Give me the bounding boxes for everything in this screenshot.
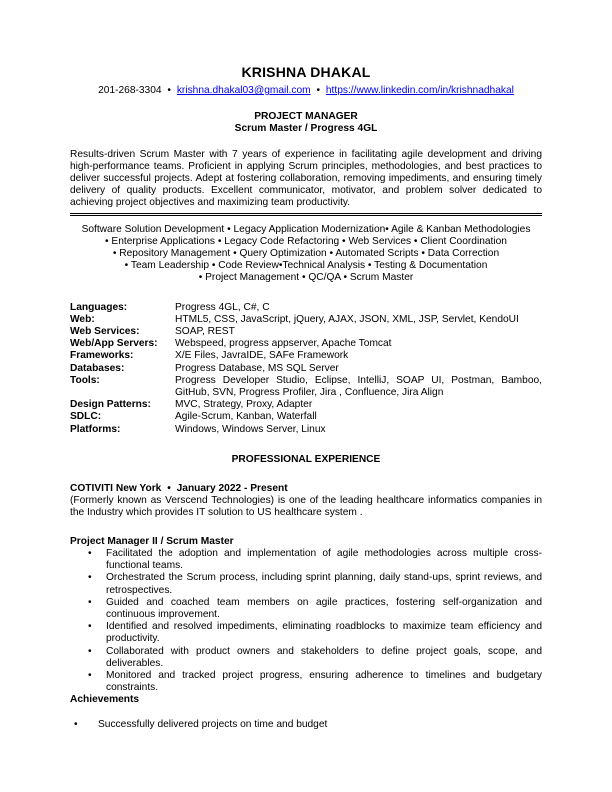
- tech-row: [70, 338, 542, 350]
- responsibility-item: [70, 621, 542, 645]
- bullet-icon: •: [88, 547, 92, 559]
- company-name: COTIVITI New York: [70, 483, 162, 495]
- bullet-icon: •: [88, 645, 92, 657]
- bullet-icon: •: [88, 669, 92, 681]
- company-description: (Formerly known as Verscend Technologies) is one of the leading healthcare informatics companies in the Industry which provides IT solution to US healthcare system .: [70, 495, 542, 519]
- job-role-title: Project Manager II / Scrum Master: [70, 535, 234, 547]
- bullet-separator-icon: •: [316, 85, 321, 96]
- contact-line: [70, 85, 542, 97]
- responsibility-item: [70, 597, 542, 621]
- summary-paragraph: Results-driven Scrum Master with 7 years of experience in facilitating agile development and driving high-performance teams. Proficient in applying Scrum principles, methodologies, and best practices to deliver successful projects. Adept at fostering collaboration, removing impediments, and ensuring timely delivery of quality products. Excellent communicator, motivator, and problem solver dedicated to achieving project objectives and maximizing team productivity.: [70, 149, 542, 216]
- tech-category-value: Progress Developer Studio, Eclipse, IntelliJ, SOAP UI, Postman, Bamboo, GitHub, SVN, Progress Profiler, Jira , Confluence, Jira Align: [175, 374, 542, 399]
- core-skills-section: [70, 224, 542, 285]
- phone-number: 201-268-3304: [98, 85, 162, 96]
- tech-category-value: Progress Database, MS SQL Server: [175, 362, 339, 374]
- achievement-text: Successfully delivered projects on time and budget: [98, 718, 328, 730]
- responsibility-item: [70, 670, 542, 694]
- company-line: [70, 483, 542, 495]
- skills-line: • Project Management • QC/QA • Scrum Master: [198, 272, 414, 284]
- responsibility-item: [70, 572, 542, 596]
- role-title: PROJECT MANAGER: [254, 111, 358, 123]
- email-link[interactable]: krishna.dhakal03@gmail.com: [176, 85, 311, 96]
- responsibility-text: Facilitated the adoption and implementation of agile methodologies across multiple cross-functional teams.: [106, 547, 542, 572]
- tech-category-value: MVC, Strategy, Proxy, Adapter: [175, 399, 313, 411]
- tech-row: [70, 399, 542, 411]
- achievements-heading: Achievements: [70, 694, 140, 706]
- tech-category-label: SDLC:: [70, 411, 102, 423]
- skills-line: • Enterprise Applications • Legacy Code Refactoring • Web Services • Client Coordination: [105, 235, 507, 247]
- tech-category-label: Web:: [70, 313, 95, 325]
- achievements-list: [70, 719, 542, 731]
- bullet-icon: •: [74, 718, 78, 730]
- responsibility-text: Identified and resolved impediments, eliminating roadblocks to maximize team efficiency and productivity.: [106, 621, 542, 645]
- tech-category-value: Windows, Windows Server, Linux: [175, 423, 326, 435]
- tech-category-label: Frameworks:: [70, 350, 134, 362]
- achievement-item: [70, 719, 542, 731]
- responsibility-text: Orchestrated the Scrum process, including sprint planning, daily stand-ups, sprint reviews, and retrospectives.: [106, 572, 542, 596]
- tech-row: [70, 363, 542, 375]
- bullet-icon: •: [88, 621, 92, 633]
- tech-category-value: X/E Files, JavraIDE, SAFe Framework: [175, 350, 349, 362]
- tech-category-label: Languages:: [70, 301, 128, 313]
- tech-row: [70, 314, 542, 326]
- tech-row: [70, 375, 542, 399]
- responsibility-text: Collaborated with product owners and stakeholders to define project goals, scope, and deliverables.: [106, 645, 542, 669]
- tech-row: [70, 350, 542, 362]
- tech-category-label: Tools:: [70, 374, 100, 386]
- bullet-separator-icon: •: [167, 483, 171, 495]
- candidate-name: KRISHNA DHAKAL: [241, 64, 371, 80]
- technical-skills-table: [70, 302, 542, 436]
- tech-row: [70, 411, 542, 423]
- tech-row: [70, 302, 542, 314]
- responsibility-item: [70, 548, 542, 572]
- tech-row: [70, 424, 542, 436]
- responsibilities-list: [70, 548, 542, 694]
- skills-line: Software Solution Development • Legacy Application Modernization• Agile & Kanban Methodologies: [81, 223, 531, 235]
- bullet-icon: •: [88, 596, 92, 608]
- role-subtitle: Scrum Master / Progress 4GL: [234, 123, 378, 135]
- tech-category-label: Web/App Servers:: [70, 338, 158, 350]
- tech-category-value: Progress 4GL, C#, C: [175, 301, 270, 313]
- tech-row: [70, 326, 542, 338]
- tech-category-label: Databases:: [70, 362, 125, 374]
- tech-category-label: Web Services:: [70, 326, 140, 338]
- responsibility-item: [70, 646, 542, 670]
- linkedin-link[interactable]: https://www.linkedin.com/in/krishnadhakal: [325, 85, 514, 96]
- responsibility-text: Guided and coached team members on agile practices, fostering self-organization and continuous improvement.: [106, 596, 542, 620]
- tech-category-label: Design Patterns:: [70, 399, 151, 411]
- tech-category-value: HTML5, CSS, JavaScript, jQuery, AJAX, JSON, XML, JSP, Servlet, KendoUI: [175, 313, 519, 325]
- experience-section-heading: PROFESSIONAL EXPERIENCE: [231, 453, 381, 465]
- responsibility-text: Monitored and tracked project progress, ensuring adherence to timelines and budgetary constraints.: [106, 669, 542, 694]
- skills-line: • Team Leadership • Code Review•Technical Analysis • Testing & Documentation: [124, 260, 488, 272]
- skills-line: • Repository Management • Query Optimization • Automated Scripts • Data Correction: [112, 248, 500, 260]
- tech-category-label: Platforms:: [70, 423, 121, 435]
- tech-category-value: Agile-Scrum, Kanban, Waterfall: [175, 411, 317, 423]
- bullet-icon: •: [88, 572, 92, 584]
- employment-dates: January 2022 - Present: [176, 483, 288, 495]
- tech-category-value: Webspeed, progress appserver, Apache Tomcat: [175, 338, 392, 350]
- bullet-separator-icon: •: [167, 85, 171, 96]
- tech-category-value: SOAP, REST: [175, 326, 235, 338]
